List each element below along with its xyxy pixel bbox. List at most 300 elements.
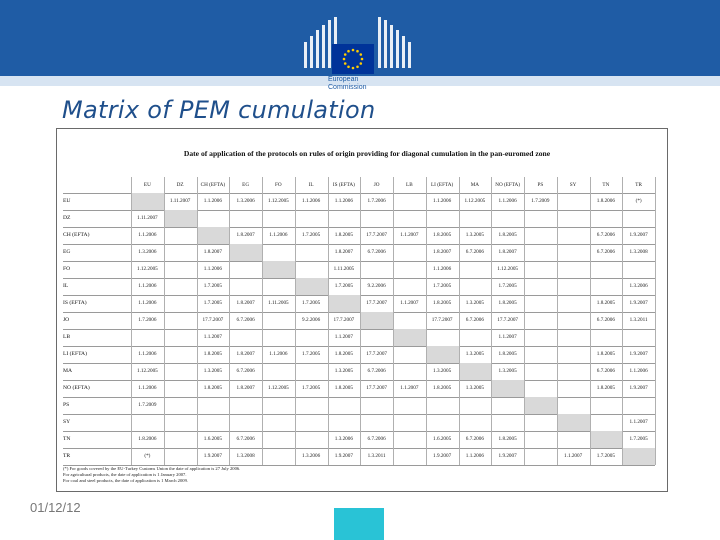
matrix-cell [131,414,164,431]
row-label: IS (EFTA) [63,300,87,306]
matrix-cell [524,363,557,380]
matrix-cell [590,261,623,278]
matrix-cell [557,431,590,448]
matrix-cell [426,414,459,431]
brand-line1: European [328,76,359,83]
matrix-cell [229,244,262,261]
matrix-cell [295,397,328,414]
matrix-cell: 6.7.2006 [236,317,255,323]
matrix-cell [524,380,557,397]
matrix-cell [590,210,623,227]
matrix-cell: 1.3.2005 [498,368,517,374]
matrix-cell: 1.1.2006 [334,198,353,204]
matrix-cell [262,431,295,448]
column-divider [393,177,394,465]
matrix-cell [164,431,197,448]
matrix-cell [393,363,426,380]
matrix-cell: 1.7.2005 [302,351,321,357]
matrix-cell: 1.1.2006 [269,232,288,238]
matrix-cell [164,397,197,414]
column-divider [328,177,329,465]
matrix-cell: 1.1.2007 [400,300,419,306]
matrix-cell: 1.12.2005 [268,385,289,391]
matrix-cell: 6.7.2006 [367,249,386,255]
matrix-cell: 1.3.2008 [629,249,648,255]
matrix-cell [393,346,426,363]
table-title: Date of application of the protocols on rules of origin providing for diagonal cumulation in the pan-euromed zone [183,149,551,158]
matrix-cell: 17.7.2007 [497,317,518,323]
matrix-cell: 9.2.2006 [367,283,386,289]
matrix-cell: 1.8.2005 [596,385,615,391]
matrix-cell [557,210,590,227]
matrix-cell [524,448,557,465]
matrix-cell [426,346,459,363]
matrix-cell: 1.7.2005 [498,283,517,289]
matrix-cell [557,261,590,278]
matrix-frame [56,128,668,492]
matrix-cell: 1.3.2005 [465,385,484,391]
matrix-cell [164,227,197,244]
matrix-cell: 1.1.2006 [138,351,157,357]
matrix-cell [393,312,426,329]
matrix-cell: 1.12.2005 [497,266,518,272]
matrix-cell [164,363,197,380]
matrix-cell [164,380,197,397]
flag-star-icon [344,53,347,56]
matrix-cell: 1.1.2006 [629,368,648,374]
row-label: CH (EFTA) [63,232,90,238]
matrix-cell: 1.3.2005 [465,232,484,238]
matrix-cell [524,227,557,244]
matrix-cell: 1.8.2007 [498,249,517,255]
matrix-cell: 17.7.2007 [366,232,387,238]
matrix-cell [557,397,590,414]
matrix-cell [164,414,197,431]
matrix-cell [557,414,590,431]
column-divider [655,177,656,465]
matrix-cell [524,278,557,295]
note-2: For agricultural products, the date of application is 1 January 2007. [63,472,187,477]
eu-flag-icon [332,44,374,74]
matrix-cell [393,261,426,278]
column-header: EG [242,182,250,188]
matrix-cell: 1.3.2005 [465,351,484,357]
matrix-cell [393,210,426,227]
matrix-cell: 1.11.2007 [169,198,191,204]
matrix-cell [426,329,459,346]
flag-star-icon [356,65,359,68]
matrix-cell [622,261,655,278]
matrix-cell [524,397,557,414]
matrix-cell [360,329,393,346]
matrix-cell [590,431,623,448]
row-label: EU [63,198,71,204]
matrix-cell [491,210,524,227]
matrix-cell [524,261,557,278]
matrix-cell: 17.7.2007 [366,385,387,391]
matrix-cell: 6.7.2006 [465,317,484,323]
matrix-cell: 6.7.2006 [596,317,615,323]
matrix-cell: 1.3.2011 [367,453,386,459]
matrix-cell: 17.7.2007 [366,351,387,357]
flag-star-icon [347,65,350,68]
column-header: TR [635,182,642,188]
matrix-cell [622,329,655,346]
matrix-cell [557,227,590,244]
matrix-cell: 1.1.2006 [269,351,288,357]
row-label: JO [63,317,70,323]
matrix-cell [295,244,328,261]
matrix-cell [229,397,262,414]
matrix-cell: 1.8.2007 [236,385,255,391]
matrix-cell: 1.7.2005 [302,300,321,306]
matrix-cell: (*) [635,198,642,204]
row-label: MA [63,368,73,374]
matrix-cell: 1.7.2005 [629,436,648,442]
matrix-cell [328,397,361,414]
matrix-cell [491,380,524,397]
column-header: LI (EFTA) [431,182,454,188]
matrix-cell [262,278,295,295]
flag-star-icon [343,58,346,61]
matrix-cell: 1.7.2006 [367,198,386,204]
matrix-cell [557,329,590,346]
matrix-cell: 1.8.2007 [334,249,353,255]
matrix-cell: 1.12.2005 [268,198,289,204]
column-divider [360,177,361,465]
matrix-cell [524,244,557,261]
matrix-cell [459,278,492,295]
matrix-cell [459,329,492,346]
matrix-cell [557,193,590,210]
matrix-cell: 1.1.2006 [203,198,222,204]
matrix-cell: 1.8.2006 [138,436,157,442]
matrix-cell: 1.8.2005 [334,385,353,391]
column-header: NO (EFTA) [495,182,521,188]
row-label: SY [63,419,71,425]
matrix-cell: 1.1.2006 [433,198,452,204]
matrix-cell: 9.2.2006 [302,317,321,323]
matrix-cell: 1.8.2005 [334,351,353,357]
matrix-cell [164,244,197,261]
matrix-cell [295,278,328,295]
row-label: TN [63,436,71,442]
matrix-cell: 1.7.2005 [433,283,452,289]
matrix-cell [524,329,557,346]
column-divider [426,177,427,465]
matrix-cell [295,414,328,431]
matrix-cell [197,414,230,431]
matrix-cell: 1.3.2005 [465,300,484,306]
matrix-cell [393,244,426,261]
matrix-cell [524,312,557,329]
matrix-cell: 1.1.2007 [203,334,222,340]
row-label: PS [63,402,70,408]
matrix-cell [459,210,492,227]
matrix-cell [229,414,262,431]
matrix-cell [590,329,623,346]
matrix-cell: 1.7.2005 [302,385,321,391]
matrix-cell: 1.1.2007 [334,334,353,340]
matrix-cell: 1.7.2005 [302,232,321,238]
matrix-cell [557,278,590,295]
column-divider [557,177,558,465]
matrix-cell [557,312,590,329]
matrix-cell [131,193,164,210]
matrix-cell [164,346,197,363]
matrix-cell: 1.8.2007 [203,249,222,255]
matrix-cell [262,414,295,431]
note-3: For coal and steel products, the date of application is 1 March 2009. [63,478,189,483]
flag-star-icon [359,62,362,65]
flag-star-icon [361,58,364,61]
column-divider [590,177,591,465]
row-label: TR [63,453,71,459]
flag-star-icon [352,49,355,52]
matrix-cell: 6.7.2006 [236,436,255,442]
column-header: IS (EFTA) [332,182,355,188]
flag-star-icon [347,50,350,53]
matrix-cell [295,261,328,278]
matrix-cell [262,329,295,346]
flag-star-icon [359,53,362,56]
column-header: FO [275,182,282,188]
column-header: CH (EFTA) [200,182,226,188]
matrix-cell: 1.8.2005 [498,436,517,442]
matrix-cell: 1.1.2006 [433,266,452,272]
matrix-cell [557,244,590,261]
matrix-cell: 1.3.2006 [138,249,157,255]
matrix-cell: 1.8.2005 [203,385,222,391]
matrix-cell: 1.9.2007 [334,453,353,459]
matrix-cell [262,363,295,380]
matrix-cell: 1.1.2006 [138,385,157,391]
matrix-cell: 1.7.2006 [138,317,157,323]
matrix-cell [360,397,393,414]
matrix-cell: 1.8.2005 [596,300,615,306]
matrix-cell [164,295,197,312]
matrix-cell: 1.1.2007 [564,453,583,459]
column-header: IL [308,182,314,188]
matrix-cell [426,397,459,414]
matrix-cell [557,380,590,397]
matrix-cell: 6.7.2006 [465,436,484,442]
matrix-cell: 1.7.2005 [334,283,353,289]
matrix-cell: 1.8.2007 [433,249,452,255]
matrix-cell: 6.7.2006 [596,368,615,374]
matrix-cell [262,210,295,227]
matrix-cell [557,295,590,312]
matrix-cell: 17.7.2007 [333,317,355,323]
matrix-cell [459,363,492,380]
matrix-cell [393,448,426,465]
column-divider [295,177,296,465]
column-header: TN [602,182,610,188]
matrix-cell: 1.8.2005 [498,232,517,238]
column-header: LB [406,182,413,188]
note-1: (*) For goods covered by the EU-Turkey Customs Union the date of application is 27 July 2006. [63,466,241,471]
matrix-cell: 1.3.2005 [203,368,222,374]
matrix-cell: 1.8.2005 [433,232,452,238]
matrix-cell: 1.8.2005 [498,351,517,357]
matrix-cell [164,278,197,295]
column-header: JO [373,182,380,188]
matrix-cell: 17.7.2007 [202,317,224,323]
brand-text [328,76,388,92]
matrix-cell [295,210,328,227]
matrix-cell: 1.1.2006 [138,232,157,238]
matrix-cell: 1.12.2005 [137,266,158,272]
column-divider [164,177,165,465]
matrix-cell: 1.3.2006 [302,453,321,459]
matrix-cell: 1.1.2007 [400,385,419,391]
flag-star-icon [356,50,359,53]
matrix-cell: 1.8.2007 [236,300,255,306]
matrix-cell: 1.3.2006 [334,436,353,442]
matrix-cell: 1.1.2006 [138,300,157,306]
matrix-cell [459,414,492,431]
matrix-cell: 1.8.2006 [596,198,615,204]
matrix-cell [229,329,262,346]
matrix-cell [229,278,262,295]
matrix-cell [197,227,230,244]
matrix-cell [557,363,590,380]
matrix-cell: 1.1.2006 [138,283,157,289]
matrix-cell: 1.11.2005 [333,266,355,272]
matrix-cell: 1.9.2007 [203,453,222,459]
matrix-cell: 1.1.2006 [465,453,484,459]
matrix-cell [295,431,328,448]
matrix-cell: 1.9.2007 [629,232,648,238]
matrix-cell: 6.7.2006 [596,249,615,255]
matrix-cell [164,261,197,278]
matrix-cell: 1.8.2005 [334,232,353,238]
column-header: PS [537,182,544,188]
matrix-cell: 1.8.2007 [236,232,255,238]
matrix-cell [459,261,492,278]
column-header: DZ [176,182,184,188]
matrix-cell: 1.11.2007 [137,215,158,221]
matrix-cell: 1.8.2005 [433,300,452,306]
matrix-cell: 1.1.2006 [203,266,222,272]
matrix-cell [328,295,361,312]
matrix-cell: 1.6.2005 [203,436,222,442]
matrix-cell [393,278,426,295]
matrix-cell: 1.3.2011 [629,317,648,323]
column-divider [491,177,492,465]
matrix-cell: 1.8.2005 [433,385,452,391]
matrix-cell: 1.8.2005 [203,351,222,357]
matrix-cell [524,346,557,363]
matrix-cell: 1.8.2007 [236,351,255,357]
row-label: LI (EFTA) [63,351,87,357]
matrix-cell: 1.8.2005 [596,351,615,357]
matrix-cell: 1.1.2007 [498,334,517,340]
matrix-cell: 6.7.2006 [236,368,255,374]
matrix-cell [164,210,197,227]
matrix-cell: 1.6.2005 [433,436,452,442]
matrix-cell [262,244,295,261]
matrix-cell [328,414,361,431]
matrix-cell [393,193,426,210]
matrix-cell: 1.9.2007 [498,453,517,459]
matrix-cell [328,210,361,227]
matrix-cell [622,397,655,414]
matrix-cell [524,295,557,312]
matrix-cell [295,363,328,380]
matrix-cell: 1.1.2007 [629,419,648,425]
matrix-cell [590,278,623,295]
matrix-cell [557,346,590,363]
matrix-cell [164,312,197,329]
matrix-cell [426,210,459,227]
column-header: EU [143,182,151,188]
column-divider [262,177,263,465]
matrix-cell: 1.7.2009 [138,402,157,408]
matrix-cell [360,312,393,329]
row-label: FO [63,266,71,272]
matrix-cell [262,312,295,329]
row-label: IL [63,283,69,289]
matrix-cell [131,329,164,346]
matrix-cell [295,329,328,346]
matrix-cell: 1.3.2006 [629,283,648,289]
matrix-cell: 1.1.2006 [498,198,517,204]
matrix-cell [360,414,393,431]
matrix-cell [262,261,295,278]
row-label: NO (EFTA) [63,385,90,391]
slide-title: Matrix of PEM cumulation [62,96,376,124]
matrix-cell: 1.12.2005 [137,368,158,374]
column-divider [459,177,460,465]
flag-star-icon [352,67,355,70]
row-label: EG [63,249,71,255]
matrix-cell [164,448,197,465]
column-divider [197,177,198,465]
slide-date: 01/12/12 [30,500,81,515]
matrix-cell [229,261,262,278]
matrix-cell [393,431,426,448]
matrix-cell [360,210,393,227]
matrix-cell [229,210,262,227]
matrix-cell: 1.9.2007 [629,300,648,306]
matrix-cell [590,397,623,414]
matrix-cell: 1.1.2006 [302,198,321,204]
matrix-cell [459,397,492,414]
table-notes [63,466,363,484]
matrix-cell: 6.7.2006 [596,232,615,238]
matrix-cell: 1.11.2005 [268,300,289,306]
footer-accent-block [334,508,384,540]
matrix-cell [164,329,197,346]
column-divider [229,177,230,465]
brand-line2: Commission [328,84,367,91]
matrix-cell [197,210,230,227]
column-header: MA [470,182,480,188]
flag-star-icon [344,62,347,65]
matrix-cell: (*) [144,453,151,459]
matrix-cell [197,397,230,414]
matrix-cell [393,329,426,346]
matrix-cell: 1.9.2007 [433,453,452,459]
column-header: SY [569,182,577,188]
matrix-cell [622,448,655,465]
matrix-cell [393,397,426,414]
column-divider [524,177,525,465]
column-divider [131,177,132,465]
matrix-cell [262,397,295,414]
matrix-cell: 1.7.2005 [596,453,615,459]
